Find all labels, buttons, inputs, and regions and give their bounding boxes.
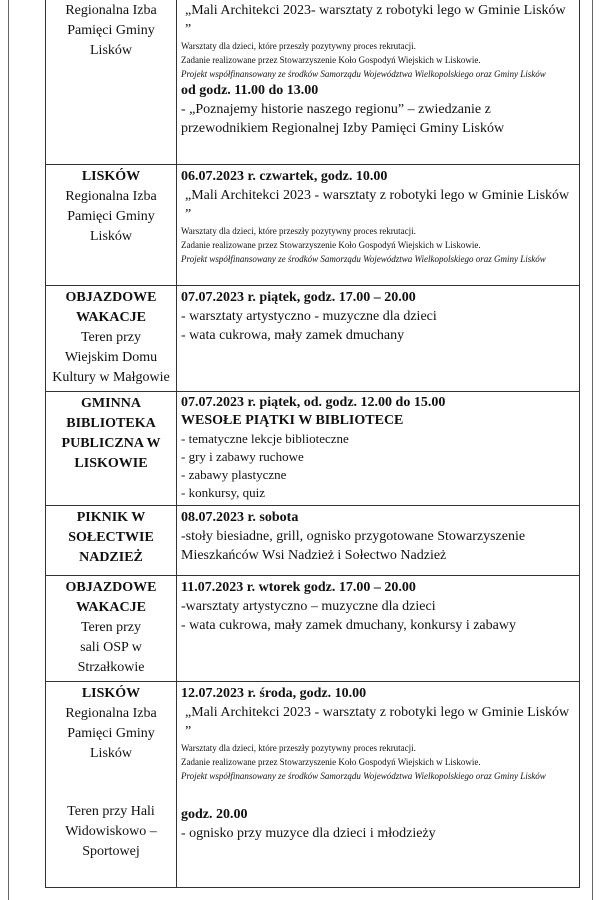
event-extra: - ognisko przy muzyce dla dzieci i młodzieży xyxy=(181,826,436,841)
event-date: 06.07.2023 r. czwartek, godz. 10.00 xyxy=(181,169,388,184)
venue-cell xyxy=(46,165,177,286)
event-item: - zabawy plastyczne xyxy=(181,467,287,482)
spacer xyxy=(50,764,172,802)
event-title: „Mali Architekci 2023 - warsztaty z robotyki lego w Gminie Lisków ” xyxy=(185,705,570,739)
event-item: - tematyczne lekcje biblioteczne xyxy=(181,431,349,446)
event-title: „Mali Architekci 2023 - warsztaty z robotyki lego w Gminie Lisków ” xyxy=(185,188,570,222)
event-note: Zadanie realizowane przez Stowarzyszenie Koło Gospodyń Wiejskich w Liskowie. xyxy=(181,240,481,250)
venue-cell xyxy=(46,506,177,576)
venue-line: Widowiskowo – xyxy=(65,824,157,839)
venue-line: Strzałkowie xyxy=(77,660,145,675)
venue-line: Teren przy xyxy=(80,620,142,635)
venue-heading: OBJAZDOWE xyxy=(65,580,157,595)
page-edge-left xyxy=(8,0,9,900)
event-funding: Projekt współfinansowany ze środków Samorządu Województwa Wielkopolskiego oraz Gminy Lisków xyxy=(181,69,546,79)
event-funding: Projekt współfinansowany ze środków Samorządu Województwa Wielkopolskiego oraz Gminy Lisków xyxy=(181,254,546,264)
venue-line: Regionalna Izba xyxy=(65,189,157,204)
venue-line: Pamięci Gminy xyxy=(67,209,155,224)
venue-line: Kultury w Małgowie xyxy=(52,370,170,385)
venue-line: Pamięci Gminy xyxy=(67,23,155,38)
event-note: Warsztaty dla dzieci, które przeszły pozytywny proces rekrutacji. xyxy=(181,743,416,753)
venue-heading: PIKNIK W xyxy=(76,510,146,525)
venue-heading: OBJAZDOWE xyxy=(65,290,157,305)
venue-line: Lisków xyxy=(90,229,132,244)
venue-cell xyxy=(46,286,177,392)
venue-line: Pamięci Gminy xyxy=(67,726,155,741)
spacer xyxy=(181,783,575,805)
venue-heading: PUBLICZNA W xyxy=(61,436,161,451)
venue-line: Lisków xyxy=(90,43,132,58)
event-extra: - „Poznajemy historie naszego regionu” – zwiedzanie z przewodnikiem Regionalnej Izby Pamięci Gminy Lisków xyxy=(181,102,505,136)
event-time: od godz. 11.00 do 13.00 xyxy=(181,83,319,98)
venue-cell xyxy=(46,576,177,682)
event-cell xyxy=(177,0,580,165)
event-item: - gry i zabawy ruchowe xyxy=(181,449,304,464)
event-cell xyxy=(177,286,580,392)
event-date: 11.07.2023 r. wtorek godz. 17.00 – 20.00 xyxy=(181,580,416,595)
venue-line: Sportowej xyxy=(82,844,140,859)
event-cell xyxy=(177,392,580,506)
venue-line: Teren przy xyxy=(80,330,142,345)
venue-heading: LISKÓW xyxy=(81,686,141,701)
table-row xyxy=(46,506,580,576)
venue-line: Regionalna Izba xyxy=(65,3,157,18)
event-time: godz. 20.00 xyxy=(181,807,248,822)
venue-line: Teren przy Hali xyxy=(67,804,155,819)
events-table xyxy=(45,0,580,888)
event-subtitle: WESOŁE PIĄTKI W BIBLIOTECE xyxy=(181,413,404,428)
table-row xyxy=(46,165,580,286)
venue-cell xyxy=(46,392,177,506)
venue-line: Regionalna Izba xyxy=(65,706,157,721)
event-date: 08.07.2023 r. sobota xyxy=(181,510,299,525)
event-item: - konkursy, quiz xyxy=(181,485,266,500)
event-cell xyxy=(177,165,580,286)
event-item: - wata cukrowa, mały zamek dmuchany, konkursy i zabawy xyxy=(181,618,516,633)
event-item: - warsztaty artystyczno - muzyczne dla dzieci xyxy=(181,309,437,324)
event-item: -stoły biesiadne, grill, ognisko przygotowane Stowarzyszenie Mieszkańców Wsi Nadzież i Sołectwo Nadzież xyxy=(181,529,526,563)
venue-cell xyxy=(46,0,177,165)
event-date: 12.07.2023 r. środa, godz. 10.00 xyxy=(181,686,367,701)
venue-heading: WAKACJE xyxy=(75,600,146,615)
venue-heading: SOŁECTWIE xyxy=(68,530,154,545)
table-row xyxy=(46,682,580,888)
event-note: Zadanie realizowane przez Stowarzyszenie Koło Gospodyń Wiejskich w Liskowie. xyxy=(181,55,481,65)
event-item: -warsztaty artystyczno – muzyczne dla dzieci xyxy=(181,599,436,614)
venue-line: sali OSP w xyxy=(80,640,142,655)
event-note: Warsztaty dla dzieci, które przeszły pozytywny proces rekrutacji. xyxy=(181,226,416,236)
table-row xyxy=(46,576,580,682)
event-cell xyxy=(177,576,580,682)
venue-heading: LISKÓW xyxy=(81,169,141,184)
venue-heading: NADZIEŻ xyxy=(79,550,143,565)
event-cell xyxy=(177,682,580,888)
table-row xyxy=(46,392,580,506)
event-date: 07.07.2023 r. piątek, od. godz. 12.00 do 15.00 xyxy=(181,395,446,410)
event-date: 07.07.2023 r. piątek, godz. 17.00 – 20.00 xyxy=(181,290,416,305)
venue-heading: BIBLIOTEKA xyxy=(66,416,156,431)
event-note: Warsztaty dla dzieci, które przeszły pozytywny proces rekrutacji. xyxy=(181,41,416,51)
event-item: - wata cukrowa, mały zamek dmuchany xyxy=(181,328,405,343)
event-funding: Projekt współfinansowany ze środków Samorządu Województwa Wielkopolskiego oraz Gminy Lisków xyxy=(181,771,546,781)
venue-heading: WAKACJE xyxy=(75,310,146,325)
venue-line: Lisków xyxy=(90,746,132,761)
venue-heading: LISKOWIE xyxy=(74,456,148,471)
venue-line: Wiejskim Domu xyxy=(64,350,158,365)
table-row xyxy=(46,0,580,165)
table-row xyxy=(46,286,580,392)
event-title: „Mali Architekci 2023- warsztaty z robotyki lego w Gminie Lisków ” xyxy=(185,3,566,37)
event-note: Zadanie realizowane przez Stowarzyszenie Koło Gospodyń Wiejskich w Liskowie. xyxy=(181,757,481,767)
venue-cell xyxy=(46,682,177,888)
page-edge-right xyxy=(592,0,593,900)
event-cell xyxy=(177,506,580,576)
venue-heading: GMINNA xyxy=(81,396,141,411)
